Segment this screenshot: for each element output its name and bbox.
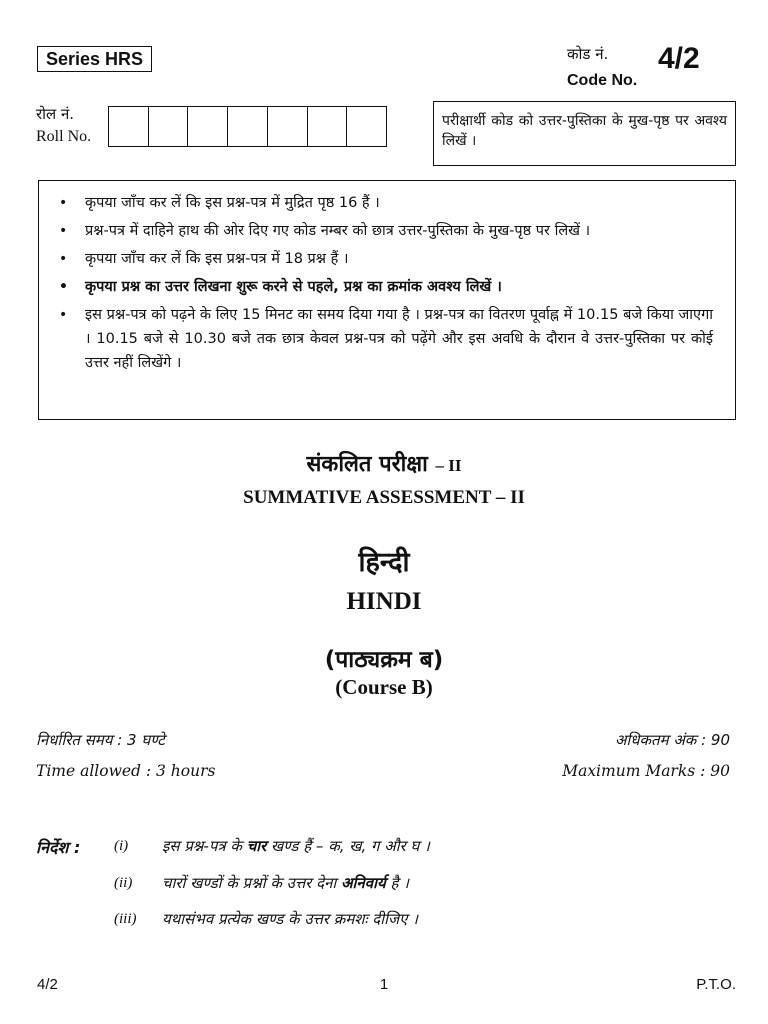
- instruction-item: • इस प्रश्न-पत्र को पढ़ने के लिए 15 मिनट का समय दिया गया है । प्रश्न-पत्र का वितरण पूर्वाह्न में 10.15 बजे किया जाएगा । 10.15 बजे से 10.30 बजे तक छात्र केवल प्रश्न-पत्र को पढ़ेंगे और इस अवधि के दौरान वे उत्तर-पुस्तिका पर कोई उत्तर नहीं लिखेंगे ।: [59, 303, 713, 375]
- roll-digit-box: [347, 107, 386, 146]
- code-label-hindi: कोड नं.: [567, 45, 609, 63]
- bullet-icon: •: [59, 251, 68, 267]
- roll-digit-box: [308, 107, 348, 146]
- pto-label: P.T.O.: [696, 976, 736, 993]
- exam-title-english: SUMMATIVE ASSESSMENT – II: [243, 487, 525, 508]
- exam-title-hindi: संकलित परीक्षा – II: [306, 452, 462, 477]
- instruction-item: • कृपया प्रश्न का उत्तर लिखना शुरू करने से पहले, प्रश्न का क्रमांक अवश्य लिखें ।: [59, 275, 713, 299]
- bullet-icon: •: [59, 223, 68, 239]
- series-label: Series HRS: [37, 46, 152, 72]
- bullet-icon: •: [59, 195, 68, 211]
- roll-label-english: Roll No.: [36, 128, 92, 145]
- direction-item: यथासंभव प्रत्येक खण्ड के उत्तर क्रमशः दीजिए ।: [162, 910, 418, 928]
- bullet-icon: •: [59, 307, 68, 323]
- page-number: 1: [379, 976, 389, 993]
- code-number: 4/2: [658, 42, 700, 75]
- directions-label: निर्देश :: [36, 838, 81, 857]
- direction-number: (i): [114, 838, 129, 854]
- instruction-item: • प्रश्न-पत्र में दाहिने हाथ की ओर दिए गए कोड नम्बर को छात्र उत्तर-पुस्तिका के मुख-पृष्ठ पर लिखें ।: [59, 219, 713, 243]
- subject-english: HINDI: [346, 588, 422, 615]
- course-english: (Course B): [335, 675, 433, 699]
- instruction-item: • कृपया जाँच कर लें कि इस प्रश्न-पत्र में मुद्रित पृष्ठ 16 हैं ।: [59, 191, 713, 215]
- roll-digit-box: [228, 107, 268, 146]
- instructions-list: [59, 191, 713, 375]
- time-allowed-english: Time allowed : 3 hours: [36, 762, 216, 780]
- roll-digit-box: [188, 107, 228, 146]
- direction-number: (ii): [114, 875, 133, 891]
- roll-digit-box: [149, 107, 189, 146]
- max-marks-english: Maximum Marks : 90: [562, 762, 730, 780]
- instructions-box: [38, 180, 736, 420]
- roll-digit-box: [268, 107, 308, 146]
- direction-item: इस प्रश्न-पत्र के चार खण्ड हैं – क, ख, ग और घ ।: [162, 837, 430, 855]
- bullet-icon: •: [59, 279, 68, 295]
- roll-label-hindi: रोल नं.: [36, 105, 75, 123]
- code-instruction-note: परीक्षार्थी कोड को उत्तर-पुस्तिका के मुख-पृष्ठ पर अवश्य लिखें ।: [433, 101, 736, 166]
- max-marks-hindi: अधिकतम अंक : 90: [614, 731, 730, 749]
- direction-item: चारों खण्डों के प्रश्नों के उत्तर देना अनिवार्य है ।: [162, 874, 409, 892]
- instruction-item: • कृपया जाँच कर लें कि इस प्रश्न-पत्र में 18 प्रश्न हैं ।: [59, 247, 713, 271]
- subject-hindi: हिन्दी: [358, 547, 410, 578]
- direction-number: (iii): [114, 911, 137, 927]
- course-hindi: (पाठ्यक्रम ब): [324, 647, 444, 673]
- footer-code: 4/2: [37, 976, 58, 993]
- roll-digit-box: [109, 107, 149, 146]
- time-allowed-hindi: निर्धारित समय : 3 घण्टे: [36, 731, 165, 749]
- code-label-english: Code No.: [567, 72, 638, 89]
- roll-number-boxes: [108, 106, 387, 147]
